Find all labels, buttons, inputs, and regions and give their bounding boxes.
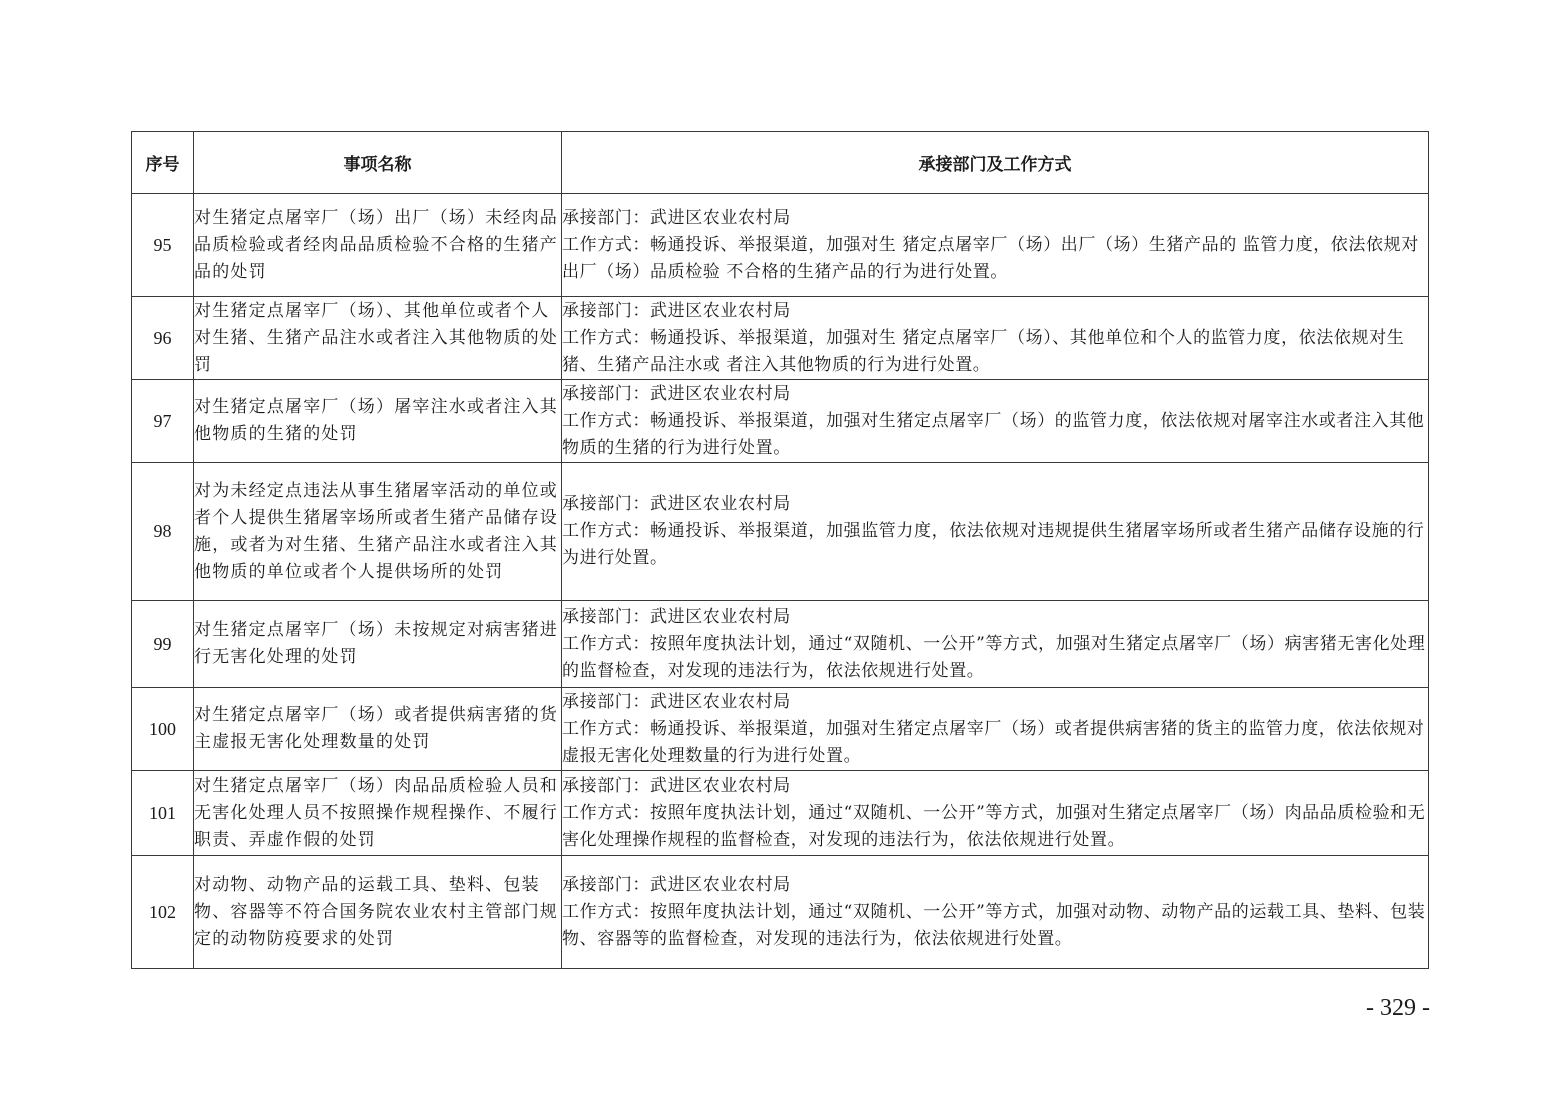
department-line — [562, 491, 1428, 518]
method-line — [562, 899, 1428, 953]
item-name: 对生猪定点屠宰厂（场）屠宰注水或者注入其他物质的生猪的处罚 — [194, 380, 562, 463]
row-number: 101 — [132, 771, 194, 856]
department-line — [562, 773, 1428, 800]
method-line — [562, 232, 1428, 286]
method-value: 畅通投诉、举报渠道，加强对生猪定点屠宰厂（场）或者提供病害猪的货主的监管力度，依法依规对虚报无害化处理数量的行为进行处置。 — [562, 718, 1425, 766]
item-name: 对生猪定点屠宰厂（场）未按规定对病害猪进行无害化处理的处罚 — [194, 601, 562, 688]
department-line — [562, 689, 1428, 716]
row-number: 102 — [132, 856, 194, 969]
department-method-cell — [562, 297, 1429, 380]
department-prefix: 承接部门： — [562, 691, 650, 712]
method-value: 按照年度执法计划，通过“双随机、一公开”等方式，加强对生猪定点屠宰厂（场）病害猪无害化处理的监督检查，对发现的违法行为，依法依规进行处置。 — [562, 633, 1426, 681]
table-header-row — [132, 132, 1429, 194]
method-value: 畅通投诉、举报渠道，加强监管力度，依法依规对违规提供生猪屠宰场所或者生猪产品储存设施的行为进行处置。 — [562, 521, 1425, 568]
method-line — [562, 716, 1428, 770]
department-value: 武进区农业农村局 — [650, 300, 791, 321]
row-number: 98 — [132, 463, 194, 601]
item-name: 对生猪定点屠宰厂（场）出厂（场）未经肉品品质检验或者经肉品品质检验不合格的生猪产品的处罚 — [194, 194, 562, 297]
method-line — [562, 800, 1428, 854]
header-serial-number: 序号 — [132, 132, 194, 194]
table-row — [132, 463, 1429, 601]
department-value: 武进区农业农村局 — [650, 775, 791, 796]
method-prefix: 工作方式： — [562, 410, 650, 431]
method-line — [562, 518, 1428, 572]
table-row — [132, 297, 1429, 380]
table-row — [132, 380, 1429, 463]
department-prefix: 承接部门： — [562, 383, 650, 404]
method-line — [562, 408, 1428, 462]
header-department-and-method: 承接部门及工作方式 — [562, 132, 1429, 194]
method-prefix: 工作方式： — [562, 901, 650, 922]
department-method-cell — [562, 688, 1429, 771]
table-row — [132, 688, 1429, 771]
item-name: 对生猪定点屠宰厂（场）、其他单位或者个人对生猪、生猪产品注水或者注入其他物质的处罚 — [194, 297, 562, 380]
department-method-cell — [562, 601, 1429, 688]
department-prefix: 承接部门： — [562, 494, 650, 514]
department-line — [562, 872, 1428, 899]
method-value: 畅通投诉、举报渠道，加强对生猪定点屠宰厂（场）的监管力度，依法依规对屠宰注水或者注入其他物质的生猪的行为进行处置。 — [562, 410, 1425, 458]
row-number: 96 — [132, 297, 194, 380]
department-prefix: 承接部门： — [562, 775, 650, 796]
method-line — [562, 325, 1428, 379]
method-prefix: 工作方式： — [562, 234, 650, 255]
department-line — [562, 205, 1428, 232]
header-item-name: 事项名称 — [194, 132, 562, 194]
department-method-cell — [562, 856, 1429, 969]
method-value: 畅通投诉、举报渠道，加强对生 猪定点屠宰厂（场）、其他单位和个人的监管力度，依法依规对生猪、生猪产品注水或 者注入其他物质的行为进行处置。 — [562, 327, 1405, 375]
table-row — [132, 856, 1429, 969]
method-value: 畅通投诉、举报渠道，加强对生 猪定点屠宰厂（场）出厂（场）生猪产品的 监管力度，依法依规对出厂（场）品质检验 不合格的生猪产品的行为进行处置。 — [562, 234, 1419, 282]
item-name: 对动物、动物产品的运载工具、垫料、包装物、容器等不符合国务院农业农村主管部门规定的动物防疫要求的处罚 — [194, 856, 562, 969]
method-prefix: 工作方式： — [562, 633, 650, 654]
method-value: 按照年度执法计划，通过“双随机、一公开”等方式，加强对动物、动物产品的运载工具、垫料、包装物、容器等的监督检查，对发现的违法行为，依法依规进行处置。 — [562, 901, 1426, 949]
row-number: 95 — [132, 194, 194, 297]
department-method-cell — [562, 463, 1429, 601]
department-value: 武进区农业农村局 — [650, 207, 791, 228]
method-value: 按照年度执法计划，通过“双随机、一公开”等方式，加强对生猪定点屠宰厂（场）肉品品质检验和无害化处理操作规程的监督检查，对发现的违法行为，依法依规进行处置。 — [562, 802, 1426, 850]
department-value: 武进区农业农村局 — [650, 691, 791, 712]
item-name: 对生猪定点屠宰厂（场）或者提供病害猪的货主虚报无害化处理数量的处罚 — [194, 688, 562, 771]
department-line — [562, 604, 1428, 631]
page-number: - 329 - — [1366, 995, 1430, 1021]
item-name: 对为未经定点违法从事生猪屠宰活动的单位或者个人提供生猪屠宰场所或者生猪产品储存设施，或者为对生猪、生猪产品注水或者注入其他物质的单位或者个人提供场所的处罚 — [194, 463, 562, 601]
row-number: 99 — [132, 601, 194, 688]
department-method-cell — [562, 380, 1429, 463]
department-value: 武进区农业农村局 — [650, 874, 791, 895]
department-value: 武进区农业农村局 — [650, 383, 791, 404]
department-value: 武进区农业农村局 — [650, 494, 791, 514]
method-prefix: 工作方式： — [562, 327, 650, 348]
department-line — [562, 298, 1428, 325]
department-prefix: 承接部门： — [562, 207, 650, 228]
document-page — [131, 131, 1428, 969]
method-prefix: 工作方式： — [562, 718, 650, 739]
method-prefix: 工作方式： — [562, 802, 650, 823]
table-row — [132, 771, 1429, 856]
table-row — [132, 194, 1429, 297]
method-prefix: 工作方式： — [562, 521, 650, 541]
items-table — [131, 131, 1429, 969]
department-prefix: 承接部门： — [562, 606, 650, 627]
item-name: 对生猪定点屠宰厂（场）肉品品质检验人员和无害化处理人员不按照操作规程操作、不履行职责、弄虚作假的处罚 — [194, 771, 562, 856]
row-number: 97 — [132, 380, 194, 463]
department-method-cell — [562, 771, 1429, 856]
row-number: 100 — [132, 688, 194, 771]
method-line — [562, 631, 1428, 685]
department-value: 武进区农业农村局 — [650, 606, 791, 627]
department-line — [562, 381, 1428, 408]
table-row — [132, 601, 1429, 688]
department-prefix: 承接部门： — [562, 300, 650, 321]
department-prefix: 承接部门： — [562, 874, 650, 895]
department-method-cell — [562, 194, 1429, 297]
